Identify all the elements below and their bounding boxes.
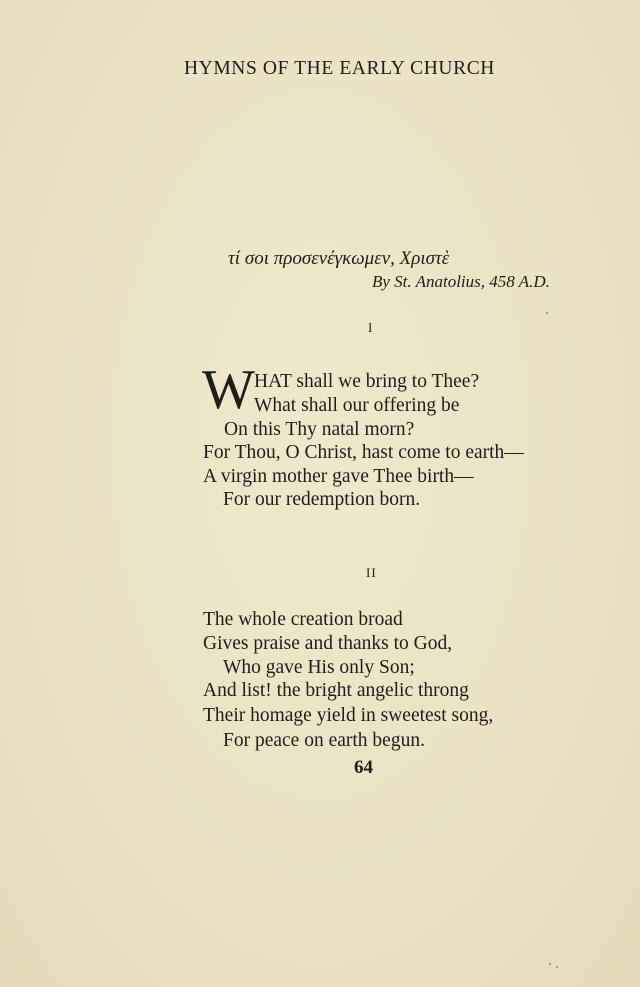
drop-cap: W (202, 359, 255, 421)
verse-line: And list! the bright angelic throng (203, 680, 469, 701)
verse-line: For our redemption born. (223, 489, 421, 510)
verse-line: A virgin mother gave Thee birth— (203, 466, 474, 487)
verse-line: What shall our offering be (254, 395, 460, 416)
hymn-greek-title: τί σοι προσενέγκωμεν, Χριστὲ (228, 248, 450, 269)
paper-speck (549, 963, 551, 965)
paper-speck (546, 312, 548, 314)
hymn-attribution: By St. Anatolius, 458 A.D. (372, 272, 550, 291)
verse-line: On this Thy natal morn? (224, 419, 415, 440)
running-head: HYMNS OF THE EARLY CHURCH (184, 58, 495, 79)
verse-line: For Thou, O Christ, hast come to earth— (203, 442, 524, 463)
verse-line: For peace on earth begun. (223, 730, 425, 751)
paper-speck (556, 966, 558, 968)
verse-line: HAT shall we bring to Thee? (254, 371, 480, 392)
stanza-number: II (366, 565, 377, 580)
verse-line: The whole creation broad (203, 609, 403, 630)
verse-line: Gives praise and thanks to God, (203, 633, 453, 654)
page-number: 64 (354, 757, 373, 778)
verse-line: Their homage yield in sweetest song, (203, 705, 494, 726)
stanza-number: I (368, 320, 374, 335)
verse-line: Who gave His only Son; (223, 657, 415, 678)
